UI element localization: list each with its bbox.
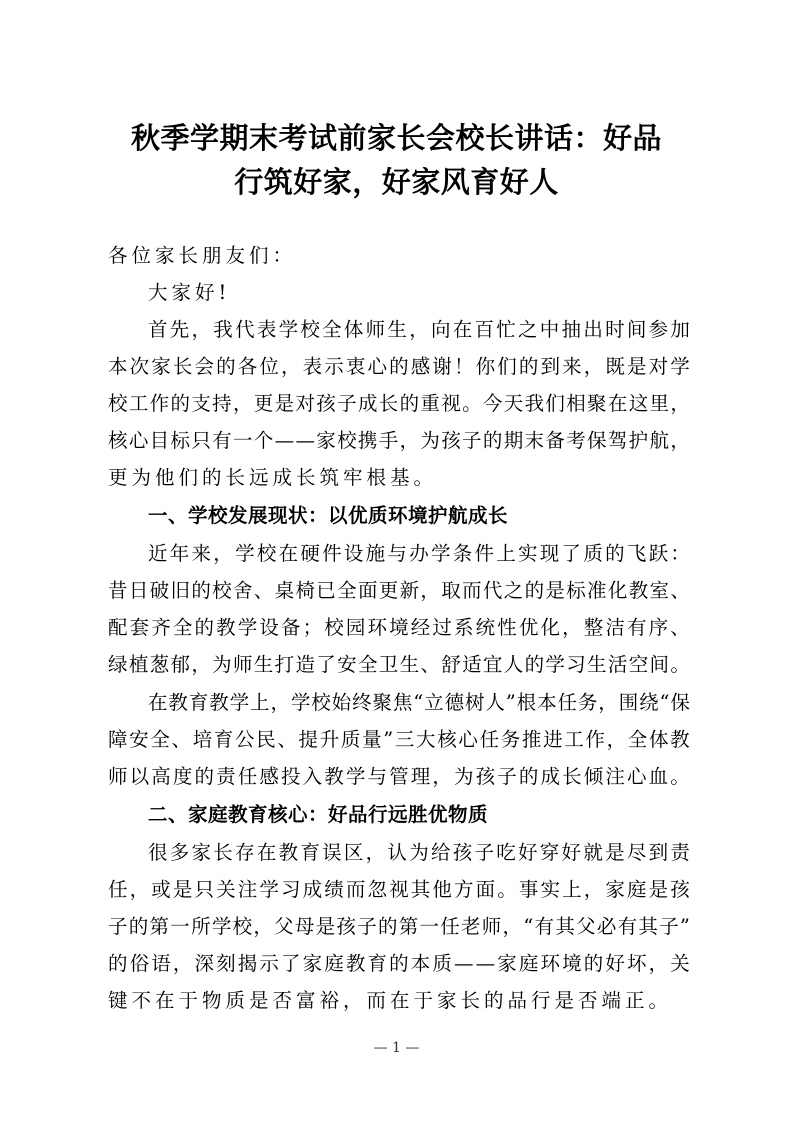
title-line-1: 秋季学期末考试前家长会校长讲话：好品	[130, 121, 662, 155]
paragraph-line: 师 以 高 度 的 责 任 感 投 入 教 学 与 管 理 ， 为 孩 子 的 成 长 倾 注 心 血 。	[108, 765, 690, 788]
paragraph-line: 任 ， 或 是 只 关 注 学 习 成 绩 而 忽 视 其 他 方 面 。 事 实 上 ， 家 庭 是 孩	[108, 878, 690, 901]
paragraph-line: 昔 日 破 旧 的 校 舍 、 桌 椅 已 全 面 更 新 ， 取 而 代 之 的 是 标 准 化 教 室 、	[108, 579, 690, 602]
paragraph-line: 首 先 ， 我 代 表 学 校 全 体 师 生 ， 向 在 百 忙 之 中 抽 出 时 间 参 加	[148, 318, 690, 341]
page-number: — 1 —	[373, 1040, 420, 1056]
paragraph-line: 更为他们的长远成长筑牢根基。	[108, 466, 438, 489]
paragraph-line: 配 套 齐 全 的 教 学 设 备 ； 校 园 环 境 经 过 系 统 性 优 化 ， 整 洁 有 序 、	[108, 616, 690, 639]
paragraph-line: 在 教 育 教 学 上 ， 学 校 始 终 聚 焦 “ 立 德 树 人 ” 根 本 任 务 ， 围 绕 “ 保	[148, 691, 690, 714]
greeting: 大家好!	[148, 281, 231, 304]
paragraph-line: 核 心 目 标 只 有 一 个 — — 家 校 携 手 ， 为 孩 子 的 期 末 备 考 保 驾 护 航 ，	[108, 429, 690, 452]
section-heading-1: 一、学校发展现状：以优质环境护航成长	[148, 504, 509, 527]
paragraph-line: 键不在于物质是否富裕，而在于家长的品行是否端正。	[108, 989, 673, 1012]
section-heading-2: 二、家庭教育核心：好品行远胜优物质	[148, 803, 489, 826]
title-line-2: 行筑好家，好家风育好人	[234, 165, 559, 199]
salutation: 各位家长朋友们：	[108, 244, 297, 267]
paragraph-line: 本 次 家 长 会 的 各 位 ， 表 示 衷 心 的 感 谢 ！ 你 们 的 到 来 ， 既 是 对 学	[108, 355, 690, 378]
paragraph-line: 很 多 家 长 存 在 教 育 误 区 ， 认 为 给 孩 子 吃 好 穿 好 就 是 尽 到 责	[148, 841, 690, 864]
paragraph-line: 的 俗 语 ， 深 刻 揭 示 了 家 庭 教 育 的 本 质 — — 家 庭 环 境 的 好 坏 ， 关	[108, 952, 690, 975]
paragraph-line: 近 年 来 ， 学 校 在 硬 件 设 施 与 办 学 条 件 上 实 现 了 质 的 飞 跃 ：	[148, 542, 690, 565]
paragraph-line: 子 的 第 一 所 学 校 ， 父 母 是 孩 子 的 第 一 任 老 师 ， “ 有 其 父 必 有 其 子 ”	[108, 915, 690, 938]
paragraph-line: 绿 植 葱 郁 ， 为 师 生 打 造 了 安 全 卫 生 、 舒 适 宜 人 的 学 习 生 活 空 间 。	[108, 653, 690, 676]
paragraph-line: 障 安 全 、 培 育 公 民 、 提 升 质 量 ” 三 大 核 心 任 务 推 进 工 作 ， 全 体 教	[108, 728, 690, 751]
paragraph-line: 校 工 作 的 支 持 ， 更 是 对 孩 子 成 长 的 重 视 。 今 天 我 们 相 聚 在 这 里 ，	[108, 392, 690, 415]
document-title	[100, 116, 693, 204]
